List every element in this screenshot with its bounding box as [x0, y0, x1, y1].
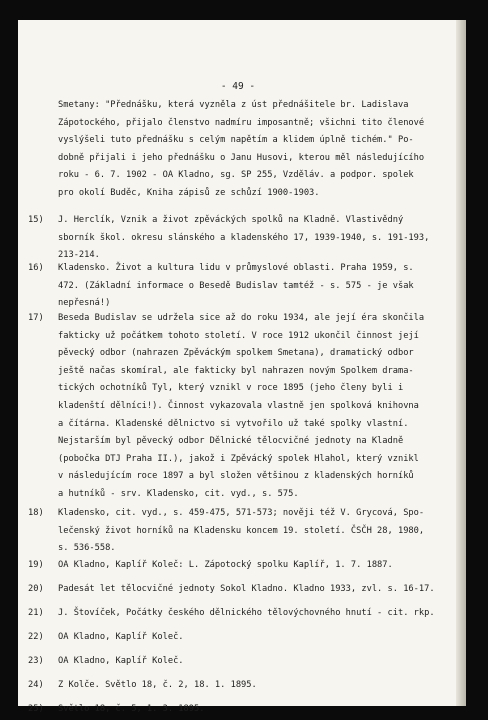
text-line: Kladensko. Život a kultura lidu v průmyslové oblasti. Praha 1959, s.	[58, 263, 414, 273]
text-line: Smetany: "Přednášku, která vyzněla z úst přednášitele br. Ladislava	[58, 100, 409, 110]
text-line: vyslýšeli tuto přednášku s celým napětím a klidem úplně tichém." Po-	[58, 135, 414, 146]
intro-paragraph	[58, 97, 450, 203]
footnote-number: 23)	[28, 656, 44, 666]
text-line: 213-214.	[58, 250, 100, 261]
footnote-number: 22)	[28, 632, 44, 642]
text-line: OA Kladno, Kaplíř Koleč.	[58, 632, 184, 642]
text-line: Beseda Budislav se udržela sice až do roku 1934, ale její éra skončila	[58, 313, 425, 323]
text-line: roku - 6. 7. 1902 - OA Kladno, sg. SP 255, Vzděláv. a podpor. spolek	[58, 170, 414, 181]
text-line: sborník škol. okresu slánského a kladenského 17, 1939-1940, s. 191-193,	[58, 232, 430, 243]
page-number: - 49 -	[220, 81, 256, 92]
footnote-number: 20)	[28, 584, 44, 594]
text-line: Z Kolče. Světlo 18, č. 2, 18. 1. 1895.	[58, 680, 257, 690]
text-line: Světlo 18, č. 5, 1. 3. 1895.	[58, 704, 205, 714]
footnote-text	[58, 605, 456, 623]
text-line: fakticky už počátkem tohoto století. V roce 1912 ukončil činnost její	[58, 330, 419, 341]
text-line: Padesát let tělocvičné jednoty Sokol Kladno. Kladno 1933, zvl. s. 16-17.	[58, 584, 435, 594]
text-line: a hutníků - srv. Kladensko, cit. vyd., s. 575.	[58, 488, 299, 499]
footnote-text	[58, 310, 456, 504]
footnote-text	[58, 212, 456, 265]
footnote-text	[58, 557, 456, 575]
footnote-text	[58, 260, 456, 313]
text-line: nepřesná!)	[58, 298, 111, 309]
page-content	[18, 20, 458, 714]
footnote-number: 15)	[28, 215, 44, 225]
text-line: dobně přijali i jeho přednášku o Janu Husovi, kterou měl následujícího	[58, 152, 425, 163]
text-line: s. 536-558.	[58, 543, 116, 554]
text-line: OA Kladno, Kaplíř Koleč: L. Zápotocký spolku Kaplíř, 1. 7. 1887.	[58, 560, 393, 570]
text-line: J. Štovíček, Počátky českého dělnického tělovýchovného hnutí - cit. rkp.	[58, 608, 435, 618]
footnote-text	[58, 701, 456, 719]
footnote-number: 19)	[28, 560, 44, 570]
footnote-number: 16)	[28, 263, 44, 273]
text-line: pro okolí Buděc, Kniha zápisů ze schůzí 1900-1903.	[58, 187, 320, 198]
text-line: lečenský život horníků na Kladensku koncem 19. století. ČSČH 28, 1980,	[58, 525, 425, 536]
footnote-number: 21)	[28, 608, 44, 618]
footnote-number: 25)	[28, 704, 44, 714]
text-line: OA Kladno, Kaplíř Koleč.	[58, 656, 184, 666]
document-page	[18, 20, 466, 714]
text-line: Nejstarším byl pěvecký odbor Dělnické tělocvičné jednoty na Kladně	[58, 436, 404, 447]
text-line: ještě načas skomíral, ale fakticky byl nahrazen novým Spolkem drama-	[58, 365, 414, 376]
footnote-text	[58, 581, 456, 599]
footnote-text	[58, 653, 456, 671]
text-line: J. Herclík, Vznik a život zpěváckých spolků na Kladně. Vlastivědný	[58, 215, 404, 225]
footnote-text	[58, 505, 456, 558]
footnote-text	[58, 629, 456, 647]
text-line: tických ochotníků Tyl, který vznikl v roce 1895 (jeho členy byli i	[58, 383, 404, 394]
text-line: 472. (Základní informace o Besedě Budislav tamtéž - s. 575 - je však	[58, 280, 414, 291]
text-line: a čítárna. Kladenské dělnictvo si vytvořilo už také spolky vlastní.	[58, 418, 409, 429]
footnote-number: 18)	[28, 508, 44, 518]
text-line: kladenští dělníci!). Činnost vykazovala vlastně jen spolková knihovna	[58, 400, 419, 411]
text-line: (pobočka DTJ Praha II.), jakož i Zpěvácký spolek Hlahol, který vznikl	[58, 453, 419, 464]
text-line: Kladensko, cit. vyd., s. 459-475, 571-573; nověji též V. Grycová, Spo-	[58, 508, 425, 518]
footnote-number: 17)	[28, 313, 44, 323]
text-line: pěvecký odbor (nahrazen Zpěváckým spolkem Smetana), dramatický odbor	[58, 348, 414, 359]
text-line: Zápotockého, přijalo členstvo nadmíru imposantně; všichni tito členové	[58, 117, 425, 128]
text-line: v následujícím roce 1897 a byl složen většinou z kladenských horníků	[58, 471, 414, 482]
footnote-text	[58, 677, 456, 695]
footnote-number: 24)	[28, 680, 44, 690]
